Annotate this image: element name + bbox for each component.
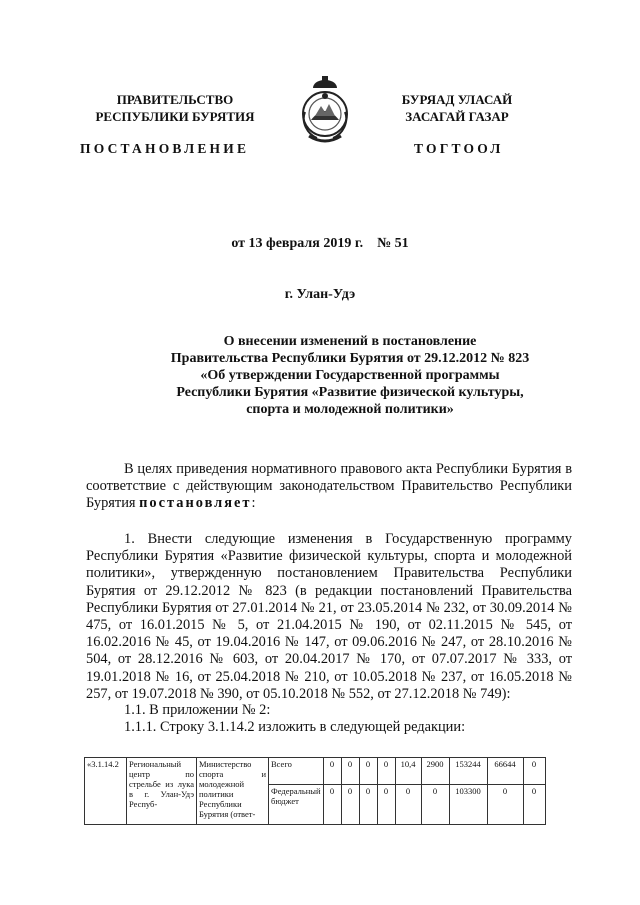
item-1-paragraph — [86, 531, 572, 703]
table-cell-value: 0 — [523, 785, 545, 825]
gov-name-bua — [372, 91, 542, 125]
table-cell-code: «3.1.14.2 — [85, 758, 127, 825]
preamble-text: В целях приведения нормативного правового акта Республики Бурятия в соответствие с действующим законодательством Правительство Республики Бурятия — [86, 461, 572, 512]
table-cell-executor: Министерство спорта и молодежной политики Республики Бурятия (ответ- — [197, 758, 269, 825]
preamble-colon: : — [251, 495, 256, 512]
table-cell-value: 0 — [323, 785, 341, 825]
doc-type-ru: ПОСТАНОВЛЕНИЕ — [80, 141, 250, 156]
gov-name-bua-line2: ЗАСАГАЙ ГАЗАР — [405, 109, 509, 124]
table-cell-value: 153244 — [449, 758, 487, 785]
title-line: «Об утверждении Государственной программы — [200, 368, 500, 383]
preamble-paragraph — [86, 461, 572, 513]
table-cell-value: 0 — [421, 785, 449, 825]
item-1-text: 1. Внести следующие изменения в Государственную программу Республики Бурятия «Развитие физической культуры, спорта и молодежной политики», утвержденную постановлением Правительства Республики Бурятия от 29.12.2012 № 823 (в редакции постановлений Правительства Республики Бурятия от 27.01.2014 № 21, от 23.05.2014 № 232, от 30.09.2014 № 475, от 16.01.2015 № 5, от 21.04.2015 № 190, от 02.11.2015 № 545, от 16.02.2016 № 45, от 19.04.2016 № 147, от 09.06.2016 № 247, от 28.10.2016 № 504, от 28.12.2016 № 603, от 20.04.2017 № 170, от 07.07.2017 № 333, от 19.01.2018 № 16, от 25.04.2018 № 210, от 10.05.2018 № 237, от 16.05.2018 № 257, от 19.07.2018 № 390, от 05.10.2018 № 552, от 27.12.2018 № 749): — [86, 531, 572, 702]
city: г. Улан-Удэ — [284, 287, 356, 302]
preamble-decree-word: постановляет — [139, 495, 252, 512]
table-cell-source: Федеральный бюджет — [269, 785, 324, 825]
title-line: спорта и молодежной политики» — [246, 402, 454, 417]
table-cell-value: 0 — [359, 758, 377, 785]
table-cell-value: 0 — [395, 785, 421, 825]
gov-name-ru — [80, 91, 270, 125]
table-cell-name: Региональный центр по стрельбе из лука в г. Улан-Удэ Респуб- — [127, 758, 197, 825]
date-number: от 13 февраля 2019 г. № 51 — [231, 236, 409, 251]
table-cell-value: 0 — [377, 758, 395, 785]
title-line: О внесении изменений в постановление — [223, 334, 477, 349]
table-cell-value: 2900 — [421, 758, 449, 785]
table-cell-value: 0 — [341, 785, 359, 825]
table-cell-value: 0 — [341, 758, 359, 785]
table-cell-source: Всего — [269, 758, 324, 785]
document-title — [120, 333, 580, 418]
table-cell-value: 66644 — [487, 758, 523, 785]
table-cell-value: 10,4 — [395, 758, 421, 785]
title-line: Республики Бурятия «Развитие физической культуры, — [176, 385, 524, 400]
title-line: Правительства Республики Бурятия от 29.12.2012 № 823 — [170, 351, 530, 366]
item-1-1-1: 1.1.1. Строку 3.1.14.2 изложить в следующей редакции: — [124, 719, 466, 735]
item-1-1: 1.1. В приложении № 2: — [124, 702, 271, 718]
program-table — [84, 757, 546, 825]
table-cell-value: 0 — [359, 785, 377, 825]
table-cell-value: 0 — [487, 785, 523, 825]
doc-type-bua: ТОГТООЛ — [414, 141, 504, 156]
gov-name-ru-line1: ПРАВИТЕЛЬСТВО — [116, 92, 234, 107]
table-cell-value: 0 — [377, 785, 395, 825]
coat-of-arms-emblem-icon — [297, 76, 353, 144]
table-cell-value: 0 — [523, 758, 545, 785]
table-cell-value: 103300 — [449, 785, 487, 825]
table-row — [85, 758, 546, 785]
table-cell-value: 0 — [323, 758, 341, 785]
gov-name-ru-line2: РЕСПУБЛИКИ БУРЯТИЯ — [95, 109, 255, 124]
gov-name-bua-line1: БУРЯАД УЛАСАЙ — [401, 92, 513, 107]
